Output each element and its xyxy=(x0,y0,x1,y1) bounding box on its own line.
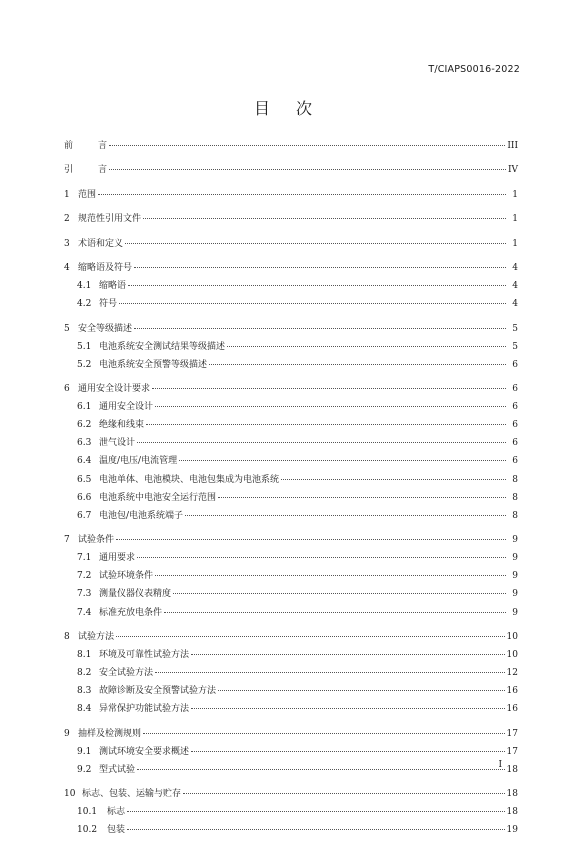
toc-subentry[interactable] xyxy=(64,804,518,822)
toc-entry-page: 9 xyxy=(512,571,518,582)
toc-entry-number: 前 xyxy=(64,141,74,151)
toc-entry[interactable] xyxy=(64,786,518,804)
toc-subentry[interactable] xyxy=(64,822,518,840)
page-title: 目次 xyxy=(253,99,338,118)
toc-entry-page: 8 xyxy=(512,474,518,485)
toc-entry-title: 电池包/电池系统端子 xyxy=(99,510,184,521)
toc-entry-page: 1 xyxy=(512,189,518,200)
toc-subentry[interactable] xyxy=(64,568,518,586)
toc-subentry[interactable] xyxy=(64,357,518,375)
toc-entry[interactable] xyxy=(64,162,518,180)
toc-leader-dots xyxy=(146,424,506,425)
toc-entry-title: 故障诊断及安全预警试验方法 xyxy=(99,686,217,697)
toc-leader-dots xyxy=(183,793,505,794)
toc-subentry[interactable] xyxy=(64,550,518,568)
toc-subentry[interactable] xyxy=(64,508,518,526)
toc-entry-number: 8 xyxy=(64,631,70,642)
toc-entry-page: 4 xyxy=(512,281,518,292)
toc-leader-dots xyxy=(173,593,506,594)
toc-entry-title: 安全等级描述 xyxy=(78,323,133,334)
toc-subentry[interactable] xyxy=(64,683,518,701)
toc-leader-dots xyxy=(185,515,506,516)
toc-leader-dots xyxy=(191,654,505,655)
toc-subentry[interactable] xyxy=(64,417,518,435)
toc-subentry[interactable] xyxy=(64,586,518,604)
toc-entry-number: 5 xyxy=(64,323,70,334)
toc-leader-dots xyxy=(155,575,506,576)
toc-entry-page: III xyxy=(507,141,518,151)
toc-entry-number: 2 xyxy=(64,214,70,225)
toc-entry-page: IV xyxy=(507,165,518,176)
toc-leader-dots xyxy=(128,285,506,286)
toc-entry-number: 6.2 xyxy=(77,420,92,431)
toc-entry-number: 6.4 xyxy=(77,456,92,467)
toc-subentry[interactable] xyxy=(64,647,518,665)
toc-entry-title: 标准充放电条件 xyxy=(99,607,163,618)
toc-leader-dots xyxy=(116,636,505,637)
toc-entry-page: 6 xyxy=(512,402,518,413)
toc-entry-page: 5 xyxy=(512,323,518,334)
toc-entry-title: 电池系统安全测试结果等级描述 xyxy=(99,341,226,352)
toc-leader-dots xyxy=(143,218,506,219)
toc-subentry[interactable] xyxy=(64,278,518,296)
toc-entry-number: 9.1 xyxy=(77,746,92,757)
toc-leader-dots xyxy=(127,811,505,812)
toc-leader-dots xyxy=(191,751,505,752)
toc-entry-page: 17 xyxy=(506,728,518,739)
toc-entry-page: 6 xyxy=(512,420,518,431)
toc-subentry[interactable] xyxy=(64,296,518,314)
toc-entry-number: 7.2 xyxy=(77,571,92,582)
toc-entry-page: 6 xyxy=(512,456,518,467)
toc-entry-title: 术语和定义 xyxy=(78,238,124,249)
toc-entry[interactable] xyxy=(64,260,518,278)
toc-leader-dots xyxy=(281,479,506,480)
toc-leader-dots xyxy=(116,539,506,540)
table-of-contents xyxy=(64,138,518,841)
toc-entry[interactable] xyxy=(64,236,518,254)
toc-entry-title: 温度/电压/电流管理 xyxy=(99,456,178,467)
toc-leader-dots xyxy=(155,672,505,673)
toc-entry-title: 规范性引用文件 xyxy=(78,214,142,225)
toc-entry-page: 8 xyxy=(512,492,518,503)
toc-leader-dots xyxy=(143,733,505,734)
toc-entry-number: 6 xyxy=(64,384,70,395)
toc-entry[interactable] xyxy=(64,532,518,550)
toc-entry-title: 试验条件 xyxy=(78,535,115,546)
toc-entry-number: 8.4 xyxy=(77,704,92,715)
toc-entry-page: 1 xyxy=(512,214,518,225)
toc-entry-title: 包装 xyxy=(107,825,126,836)
toc-entry[interactable] xyxy=(64,381,518,399)
toc-entry-number: 4.2 xyxy=(77,299,92,310)
toc-leader-dots xyxy=(137,769,505,770)
toc-subentry[interactable] xyxy=(64,472,518,490)
toc-entry-title: 抽样及检测规则 xyxy=(78,728,142,739)
toc-entry-page: 16 xyxy=(506,686,518,697)
toc-leader-dots xyxy=(125,243,506,244)
toc-entry-number: 6.6 xyxy=(77,492,92,503)
toc-entry-title: 范围 xyxy=(78,189,97,200)
document-code: T/CIAPS0016-2022 xyxy=(428,64,520,75)
toc-entry-title: 言 xyxy=(98,165,108,176)
toc-entry-title: 试验方法 xyxy=(78,631,115,642)
toc-leader-dots xyxy=(191,708,505,709)
toc-entry-page: 6 xyxy=(512,384,518,395)
toc-leader-dots xyxy=(119,303,506,304)
toc-entry-title: 通用安全设计 xyxy=(99,402,154,413)
toc-entry-number: 10.2 xyxy=(77,825,98,836)
toc-entry-page: 18 xyxy=(506,789,518,800)
toc-entry-title: 缩略语及符号 xyxy=(78,262,133,273)
toc-subentry[interactable] xyxy=(64,605,518,623)
toc-entry-title: 测量仪器仪表精度 xyxy=(99,589,172,600)
toc-entry-title: 标志、包装、运输与贮存 xyxy=(82,789,182,800)
toc-entry-page: 18 xyxy=(506,807,518,818)
toc-entry[interactable] xyxy=(64,321,518,339)
toc-entry-number: 7 xyxy=(64,535,70,546)
toc-entry-number: 7.1 xyxy=(77,553,92,564)
toc-entry-page: 19 xyxy=(506,825,518,836)
toc-leader-dots xyxy=(209,364,506,365)
toc-subentry[interactable] xyxy=(64,339,518,357)
toc-entry-title: 通用要求 xyxy=(99,553,136,564)
toc-leader-dots xyxy=(109,169,506,170)
toc-entry-page: 10 xyxy=(506,631,518,642)
toc-entry-number: 8.3 xyxy=(77,686,92,697)
toc-leader-dots xyxy=(218,497,506,498)
toc-subentry[interactable] xyxy=(64,762,518,780)
toc-entry-number: 5.2 xyxy=(77,359,92,370)
toc-entry-number: 4.1 xyxy=(77,281,92,292)
toc-entry-page: 4 xyxy=(512,299,518,310)
toc-entry-page: 4 xyxy=(512,262,518,273)
toc-entry-number: 1 xyxy=(64,189,70,200)
toc-entry-title: 电池单体、电池模块、电池包集成为电池系统 xyxy=(99,474,280,485)
toc-entry-page: 12 xyxy=(506,668,518,679)
toc-leader-dots xyxy=(152,388,506,389)
toc-entry-number: 6.1 xyxy=(77,402,92,413)
toc-leader-dots xyxy=(179,460,506,461)
toc-entry-title: 言 xyxy=(98,141,108,151)
toc-entry-page: 5 xyxy=(512,341,518,352)
toc-entry-title: 环境及可靠性试验方法 xyxy=(99,650,190,661)
toc-subentry[interactable] xyxy=(64,665,518,683)
toc-entry-title: 型式试验 xyxy=(99,764,136,775)
toc-entry-number: 6.5 xyxy=(77,474,92,485)
toc-entry-title: 通用安全设计要求 xyxy=(78,384,151,395)
toc-entry-page: 1 xyxy=(512,238,518,249)
toc-entry-page: 10 xyxy=(506,650,518,661)
toc-leader-dots xyxy=(137,557,506,558)
toc-subentry[interactable] xyxy=(64,701,518,719)
toc-subentry[interactable] xyxy=(64,435,518,453)
toc-entry-number: 7.3 xyxy=(77,589,92,600)
toc-entry-title: 异常保护功能试验方法 xyxy=(99,704,190,715)
toc-subentry[interactable] xyxy=(64,744,518,762)
toc-entry-number: 6.7 xyxy=(77,510,92,521)
toc-entry-page: 9 xyxy=(512,553,518,564)
page-number: I xyxy=(498,760,502,770)
toc-subentry[interactable] xyxy=(64,453,518,471)
toc-entry-number: 9.2 xyxy=(77,764,92,775)
toc-entry[interactable] xyxy=(64,187,518,205)
toc-entry[interactable] xyxy=(64,629,518,647)
toc-leader-dots xyxy=(155,406,506,407)
toc-entry[interactable] xyxy=(64,726,518,744)
toc-entry-number: 8.1 xyxy=(77,650,92,661)
toc-entry-page: 6 xyxy=(512,359,518,370)
toc-entry-page: 9 xyxy=(512,607,518,618)
toc-entry[interactable] xyxy=(64,138,518,156)
toc-entry-number: 8.2 xyxy=(77,668,92,679)
toc-entry-title: 绝缘和线束 xyxy=(99,420,145,431)
toc-leader-dots xyxy=(127,829,505,830)
toc-entry-page: 9 xyxy=(512,535,518,546)
toc-entry-title: 试验环境条件 xyxy=(99,571,154,582)
toc-entry-number: 3 xyxy=(64,238,70,249)
toc-leader-dots xyxy=(218,690,505,691)
toc-entry-number: 9 xyxy=(64,728,70,739)
toc-entry-number: 10.1 xyxy=(77,807,98,818)
toc-entry-page: 8 xyxy=(512,510,518,521)
toc-leader-dots xyxy=(109,145,505,146)
toc-entry-page: 18 xyxy=(506,764,518,775)
toc-entry-number: 引 xyxy=(64,165,74,176)
toc-entry-title: 电池系统中电池安全运行范围 xyxy=(99,492,217,503)
toc-entry-number: 4 xyxy=(64,262,70,273)
toc-entry-page: 16 xyxy=(506,704,518,715)
toc-entry-page: 17 xyxy=(506,746,518,757)
toc-entry[interactable] xyxy=(64,211,518,229)
toc-entry-number: 5.1 xyxy=(77,341,92,352)
toc-subentry[interactable] xyxy=(64,399,518,417)
toc-entry-title: 电池系统安全预警等级描述 xyxy=(99,359,208,370)
toc-leader-dots xyxy=(164,612,506,613)
toc-entry-title: 泄气设计 xyxy=(99,438,136,449)
toc-leader-dots xyxy=(98,194,506,195)
toc-leader-dots xyxy=(134,267,506,268)
toc-entry-title: 测试环境安全要求概述 xyxy=(99,746,190,757)
toc-subentry[interactable] xyxy=(64,490,518,508)
toc-leader-dots xyxy=(134,328,506,329)
toc-entry-number: 10 xyxy=(64,789,76,800)
toc-entry-title: 缩略语 xyxy=(99,281,127,292)
toc-entry-number: 7.4 xyxy=(77,607,92,618)
toc-entry-title: 符号 xyxy=(99,299,118,310)
toc-leader-dots xyxy=(227,346,506,347)
toc-entry-page: 6 xyxy=(512,438,518,449)
toc-leader-dots xyxy=(137,442,506,443)
toc-entry-title: 标志 xyxy=(107,807,126,818)
toc-entry-title: 安全试验方法 xyxy=(99,668,154,679)
toc-entry-number: 6.3 xyxy=(77,438,92,449)
toc-entry-page: 9 xyxy=(512,589,518,600)
